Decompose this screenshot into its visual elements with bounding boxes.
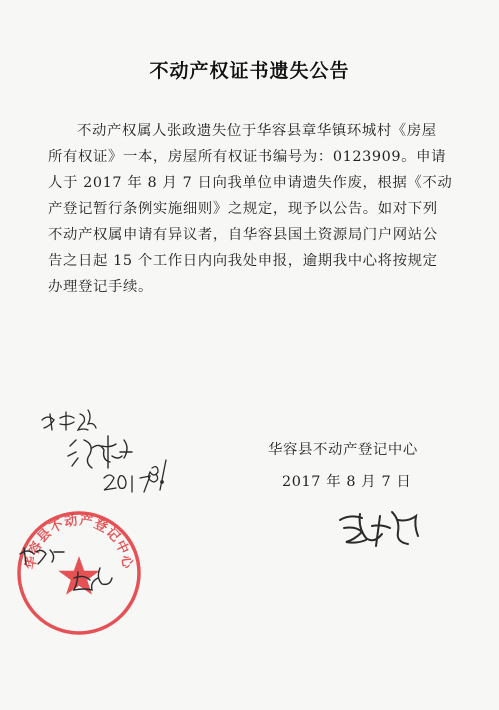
issue-date: 2017 年 8 月 7 日 bbox=[282, 474, 412, 490]
issuer-name: 华容县不动产登记中心 bbox=[268, 442, 418, 458]
body-line-7: 办理登记手续。 bbox=[48, 279, 153, 295]
body-line-5: 不动产权属申请有异议者，自华容县国土资源局门户网站公 bbox=[48, 227, 438, 243]
body-line-4: 产登记暂行条例实施细则》之规定，现予以公告。如对下列 bbox=[48, 201, 438, 217]
handwritten-note-top-left bbox=[42, 410, 96, 430]
handwritten-signature-right bbox=[340, 512, 418, 546]
notice-title: 不动产权证书遗失公告 bbox=[149, 60, 350, 82]
seal-text: 华容县不动产登记中心 bbox=[23, 513, 135, 571]
body-line-1: 不动产权属人张政遗失位于华容县章华镇环城村《房屋 bbox=[77, 123, 437, 139]
official-seal bbox=[14, 508, 144, 638]
handwritten-signature-middle bbox=[68, 436, 132, 468]
body-line-6: 告之日起 15 个工作日内向我处申报，逾期我中心将按规定 bbox=[48, 253, 438, 269]
body-line-3: 人于 2017 年 8 月 7 日向我单位申请遗失作废，根据《不动 bbox=[48, 175, 453, 191]
body-line-2: 所有权证》一本，房屋所有权证书编号为：0123909。申请 bbox=[48, 149, 447, 165]
handwritten-date bbox=[104, 460, 166, 492]
